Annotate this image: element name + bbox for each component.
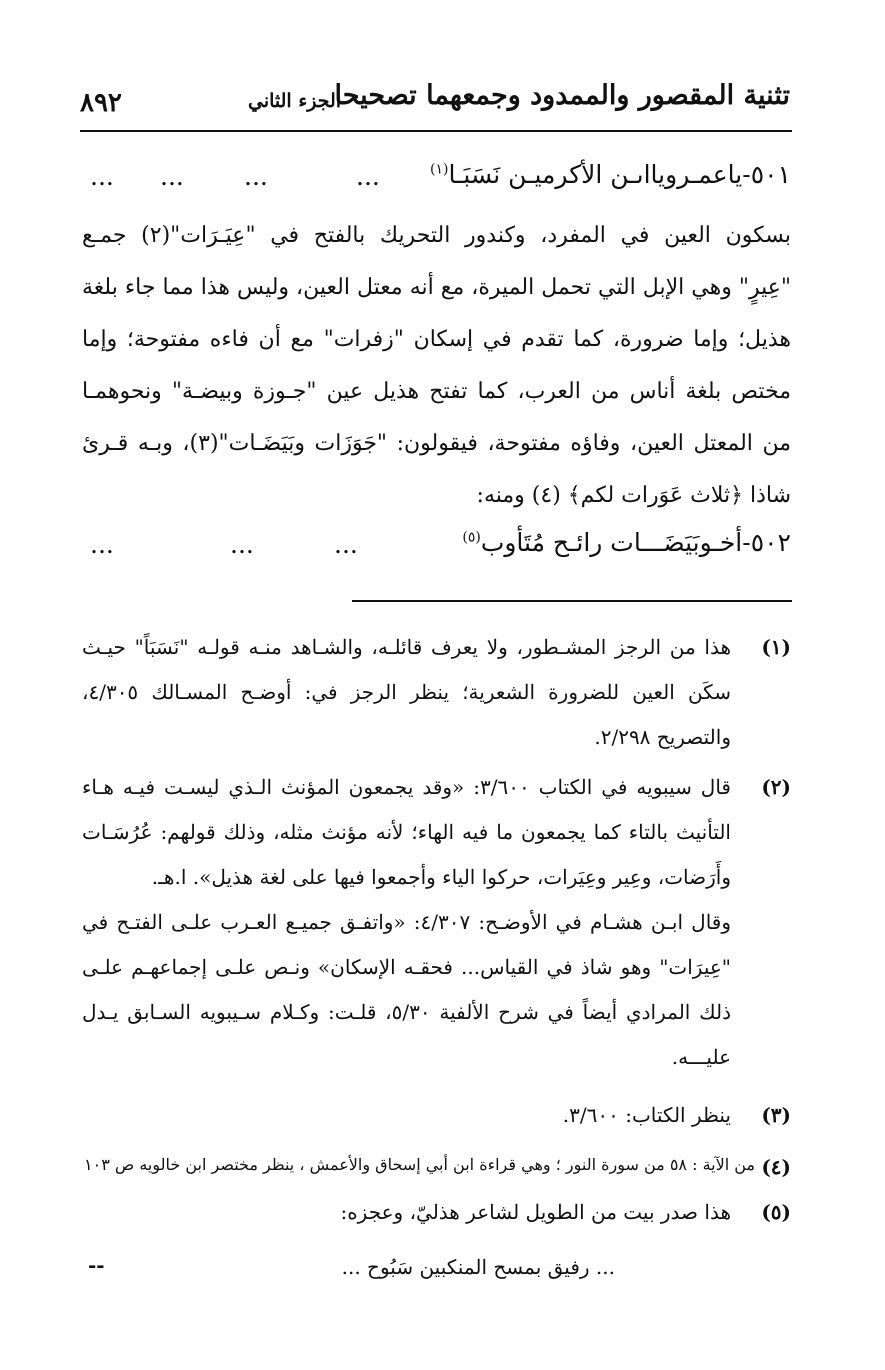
- footnote-line: وقال ابـن هشـام في الأوضـح: ٤/٣٠٧: «واتفـق جميـع العـرب علـى الفتـح في: [82, 910, 732, 934]
- verse-501-dots-4: ...: [90, 162, 114, 191]
- page-number: ٨٩٢: [80, 88, 122, 118]
- footnote-2: [82, 775, 791, 1090]
- verse-502-dots-1: ...: [334, 530, 358, 559]
- footnote-number: (٣): [761, 1103, 791, 1127]
- footnote-line: هذا صدر بيت من الطويل لشاعر هذليّ، وعجزه:: [340, 1200, 731, 1224]
- footnote-1: [82, 635, 791, 770]
- volume-label: الجزء الثاني: [248, 90, 342, 112]
- verse-501-ref: (١): [429, 161, 449, 178]
- footnote-line: من الآية : ٥٨ من سورة النور ؛ وهي قراءة ابن أبي إسحاق والأعمش ، ينظر مختصر ابن خالويه ص ١٠٣: [84, 1155, 755, 1174]
- verse-502: [462, 528, 791, 557]
- verse-502-ref: (٥): [462, 529, 481, 546]
- body-line: مختص بلغة أناس من العرب، كما تفتح هذيل عين "جـوزة وبيضـة" ونحوهمـا: [82, 379, 791, 404]
- body-line: شاذا ﴿ثلاث عَوَرات لكم﴾ (٤) ومنه:: [476, 483, 791, 508]
- body-line: من المعتل العين، وفاؤه مفتوحة، فيقولون: "جَوَزَات وبَيَضَـات"(٣)، وبـه قـرئ: [82, 431, 791, 456]
- footnote-line: عليـــه.: [671, 1045, 731, 1069]
- body-line: "عِيرٍ" وهي الإبل التي تحمل الميرة، مع أنه معتل العين، وليس هذا مما جاء بلغة: [82, 275, 791, 300]
- footnote-line: التأنيث بالتاء كما يجمعون ما فيه الهاء؛ لأنه مؤنث مثله، وذلك قولهم: عُرُسَـات: [82, 820, 731, 844]
- verse-501: [430, 160, 791, 189]
- footnote-line: ينظر الكتاب: ٣/٦٠٠.: [562, 1103, 731, 1127]
- verse-501-text: ٥٠١-ياعمـرويااىـن الأكرميـن نَسَبَـا: [448, 160, 791, 189]
- footnote-line: والتصريح ٢/٢٩٨.: [594, 725, 731, 749]
- verse-501-dots-1: ...: [356, 162, 380, 191]
- footnote-number: (٢): [761, 775, 791, 799]
- verse-501-dots-2: ...: [244, 162, 268, 191]
- footnote-number: (١): [761, 635, 791, 659]
- footnote-number: (٤): [761, 1155, 791, 1179]
- footnote-number: (٥): [761, 1200, 791, 1224]
- verse-502-dots-2: ...: [230, 530, 254, 559]
- footnote-3: [82, 1103, 791, 1148]
- footnote-line: وأَرَضات، وعِير وعِيَرات، حركوا الياء وأجمعوا فيها على لغة هذيل». ا.هـ.: [151, 865, 731, 889]
- footnote-line: "عِيرَات" وهو شاذ في القياس... فحقـه الإسكان» ونـص علـى إجماعهـم علـى: [82, 955, 731, 979]
- footnote-line: سكَن العين للضرورة الشعرية؛ ينظر الرجز في: أوضـح المسـالك ٤/٣٠٥،: [82, 680, 731, 704]
- header-divider: [80, 130, 792, 132]
- footnote-5: [82, 1200, 791, 1245]
- end-mark: --: [88, 1253, 105, 1277]
- body-line: بسكون العين في المفرد، وكندور التحريك بالفتح في "عِيَـرَات"(٢) جمـع: [82, 223, 791, 248]
- chapter-title: تثنية المقصور والممدود وجمعهما تصحيحا: [334, 80, 790, 111]
- verse-502-dots-3: ...: [90, 530, 114, 559]
- footnote-line: ذلك المرادي أيضاً في شرح الألفية ٥/٣٠، قلـت: وكـلام سـيبويه السـابق يـدل: [82, 1000, 731, 1024]
- footnote-5-verse-second-hemistich: ... رفيق بمسح المنكبين سَبُوح ...: [341, 1255, 615, 1279]
- body-line: هذيل؛ وإما ضرورة، كما تقدم في إسكان "زفرات" مع أن فاءه مفتوحة؛ وإما: [82, 327, 791, 352]
- footnote-divider: [352, 600, 792, 602]
- footnote-4: [74, 1155, 791, 1200]
- footnote-line: قال سيبويه في الكتاب ٣/٦٠٠: «وقد يجمعون المؤنث الـذي ليسـت فيـه هـاء: [82, 775, 731, 799]
- footnote-line: هذا من الرجز المشـطور، ولا يعرف قائلـه، والشـاهد منـه قولـه "نَسَبَاً" حيـث: [82, 635, 732, 659]
- body-paragraph: [82, 210, 791, 522]
- verse-501-dots-3: ...: [160, 162, 184, 191]
- verse-502-text: ٥٠٢-أخـوبَيَضَـــات رائـح مُتَأوب: [480, 528, 791, 557]
